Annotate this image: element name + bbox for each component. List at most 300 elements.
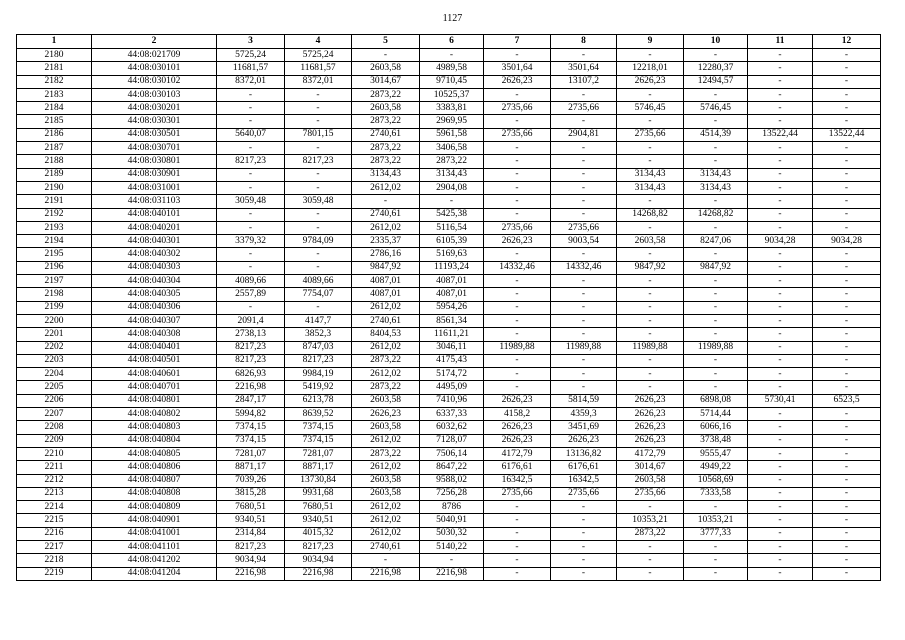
table-cell: 4087,01 (352, 275, 420, 288)
table-cell: 2612,02 (352, 221, 420, 234)
table-cell: - (217, 301, 285, 314)
table-cell: 8217,23 (217, 540, 285, 553)
table-cell: 2612,02 (352, 181, 420, 194)
table-cell: - (617, 501, 684, 514)
table-cell: - (684, 328, 748, 341)
table-cell: 44:08:030102 (92, 75, 217, 88)
table-cell: 2847,17 (217, 394, 285, 407)
table-cell: - (484, 354, 551, 367)
table-cell: 4172,79 (484, 447, 551, 460)
table-cell: 4175,43 (420, 354, 484, 367)
table-cell: 5425,38 (420, 208, 484, 221)
table-cell: 6066,16 (684, 421, 748, 434)
table-cell: 44:08:040801 (92, 394, 217, 407)
table-cell: - (684, 368, 748, 381)
table-cell: 2217 (17, 540, 92, 553)
table-cell: 2202 (17, 341, 92, 354)
table-cell: - (748, 288, 813, 301)
table-cell: 2181 (17, 62, 92, 75)
table-cell: 2204 (17, 368, 92, 381)
table-cell: - (551, 49, 617, 62)
table-cell: - (748, 354, 813, 367)
column-header: 11 (748, 35, 813, 49)
table-row (17, 434, 881, 447)
table-cell: 9847,92 (352, 261, 420, 274)
table-cell: - (813, 567, 881, 580)
table-cell: 2209 (17, 434, 92, 447)
table-cell: - (748, 501, 813, 514)
table-cell: - (813, 142, 881, 155)
table-cell: 5730,41 (748, 394, 813, 407)
table-cell: - (813, 115, 881, 128)
table-cell: - (285, 181, 352, 194)
table-cell: - (484, 208, 551, 221)
table-cell: 4087,01 (352, 288, 420, 301)
table-cell: 8786 (420, 501, 484, 514)
table-cell: 2735,66 (484, 221, 551, 234)
column-header: 9 (617, 35, 684, 49)
table-cell: - (551, 168, 617, 181)
table-cell: - (813, 75, 881, 88)
table-cell: 8372,01 (285, 75, 352, 88)
table-cell: 4087,01 (420, 275, 484, 288)
table-cell: - (748, 381, 813, 394)
data-table (16, 34, 881, 581)
table-cell: 2216,98 (285, 567, 352, 580)
table-cell: - (551, 527, 617, 540)
table-cell: 44:08:030901 (92, 168, 217, 181)
table-cell: 2205 (17, 381, 92, 394)
table-cell: - (748, 540, 813, 553)
table-cell: 8871,17 (217, 461, 285, 474)
table-cell: 44:08:031103 (92, 195, 217, 208)
table-cell: 2612,02 (352, 301, 420, 314)
table-cell: 9847,92 (684, 261, 748, 274)
table-cell: - (748, 554, 813, 567)
table-cell: - (684, 301, 748, 314)
table-cell: - (684, 288, 748, 301)
table-cell: - (285, 88, 352, 101)
table-cell: 44:08:040808 (92, 487, 217, 500)
table-cell: 2183 (17, 88, 92, 101)
table-cell: 44:08:040302 (92, 248, 217, 261)
table-cell: 13522,44 (748, 128, 813, 141)
table-row (17, 461, 881, 474)
table-cell: 4089,66 (285, 275, 352, 288)
table-cell: - (484, 381, 551, 394)
table-cell: 44:08:040201 (92, 221, 217, 234)
table-cell: 2206 (17, 394, 92, 407)
table-cell: 6032,62 (420, 421, 484, 434)
table-cell: 2612,02 (352, 527, 420, 540)
table-cell: - (617, 221, 684, 234)
table-cell: 13107,2 (551, 75, 617, 88)
table-cell: 2189 (17, 168, 92, 181)
table-cell: 5030,32 (420, 527, 484, 540)
table-cell: 11989,88 (617, 341, 684, 354)
table-cell: 2873,22 (352, 115, 420, 128)
table-cell: 2735,66 (484, 128, 551, 141)
table-cell: 4989,58 (420, 62, 484, 75)
table-cell: - (813, 421, 881, 434)
table-cell: 6213,78 (285, 394, 352, 407)
table-cell: 3383,81 (420, 102, 484, 115)
table-cell: 2213 (17, 487, 92, 500)
table-cell: 4158,2 (484, 408, 551, 421)
table-cell: 2626,23 (617, 394, 684, 407)
table-cell: - (551, 368, 617, 381)
table-cell: 10353,21 (617, 514, 684, 527)
page-number: 1127 (442, 13, 463, 24)
column-header: 3 (217, 35, 285, 49)
table-cell: 2216,98 (217, 381, 285, 394)
table-row (17, 301, 881, 314)
table-cell: - (748, 275, 813, 288)
table-cell: 11989,88 (684, 341, 748, 354)
table-cell: - (813, 381, 881, 394)
table-cell: - (484, 567, 551, 580)
table-cell: - (748, 461, 813, 474)
table-row (17, 394, 881, 407)
table-row (17, 49, 881, 62)
table-cell: 8747,03 (285, 341, 352, 354)
table-cell: - (551, 567, 617, 580)
table-row (17, 88, 881, 101)
table-cell: 4514,39 (684, 128, 748, 141)
table-cell: - (684, 248, 748, 261)
table-cell: - (484, 115, 551, 128)
table-cell: 3406,58 (420, 142, 484, 155)
table-row (17, 235, 881, 248)
table-cell: 44:08:031001 (92, 181, 217, 194)
table-cell: - (285, 115, 352, 128)
table-cell: 10353,21 (684, 514, 748, 527)
table-cell: 2314,84 (217, 527, 285, 540)
column-header: 8 (551, 35, 617, 49)
table-cell: 44:08:040601 (92, 368, 217, 381)
table-row (17, 181, 881, 194)
table-cell: - (813, 527, 881, 540)
table-cell: 44:08:040806 (92, 461, 217, 474)
table-cell: - (617, 554, 684, 567)
table-cell: 5961,58 (420, 128, 484, 141)
table-cell: 5714,44 (684, 408, 748, 421)
table-cell: 5746,45 (684, 102, 748, 115)
table-cell: 44:08:021709 (92, 49, 217, 62)
table-cell: - (684, 195, 748, 208)
table-cell: 6523,5 (813, 394, 881, 407)
table-row (17, 155, 881, 168)
table-cell: 5174,72 (420, 368, 484, 381)
table-cell: - (285, 261, 352, 274)
table-cell: 7680,51 (217, 501, 285, 514)
table-cell: 44:08:040901 (92, 514, 217, 527)
table-cell: - (684, 540, 748, 553)
table-cell: - (352, 554, 420, 567)
table-cell: - (551, 540, 617, 553)
table-cell: - (813, 341, 881, 354)
table-cell: 5746,45 (617, 102, 684, 115)
table-cell: 4495,09 (420, 381, 484, 394)
table-cell: 6176,61 (484, 461, 551, 474)
table-cell: - (813, 195, 881, 208)
table-cell: 9003,54 (551, 235, 617, 248)
table-cell: 6826,93 (217, 368, 285, 381)
table-cell: - (748, 421, 813, 434)
table-cell: - (813, 514, 881, 527)
table-cell: - (748, 314, 813, 327)
table-row (17, 501, 881, 514)
table-cell: 2904,08 (420, 181, 484, 194)
table-cell: 11681,57 (285, 62, 352, 75)
table-cell: 7801,15 (285, 128, 352, 141)
table-row (17, 328, 881, 341)
table-cell: - (684, 554, 748, 567)
table-cell: 3852,3 (285, 328, 352, 341)
table-cell: 2208 (17, 421, 92, 434)
table-cell: 2603,58 (352, 421, 420, 434)
table-cell: 5954,26 (420, 301, 484, 314)
table-cell: - (285, 301, 352, 314)
table-cell: 11989,88 (484, 341, 551, 354)
table-cell: - (617, 195, 684, 208)
column-header: 4 (285, 35, 352, 49)
table-cell: - (684, 221, 748, 234)
table-cell: 3501,64 (484, 62, 551, 75)
table-cell: 3059,48 (285, 195, 352, 208)
table-row (17, 514, 881, 527)
table-cell: 3379,32 (217, 235, 285, 248)
table-row (17, 208, 881, 221)
table-cell: 2873,22 (617, 527, 684, 540)
table-cell: 12218,01 (617, 62, 684, 75)
table-cell: - (813, 474, 881, 487)
table-cell: 2207 (17, 408, 92, 421)
table-cell: 2740,61 (352, 128, 420, 141)
table-cell: - (748, 142, 813, 155)
table-cell: - (617, 301, 684, 314)
table-cell: - (352, 195, 420, 208)
table-cell: 11989,88 (551, 341, 617, 354)
table-cell: - (285, 221, 352, 234)
table-cell: 44:08:040501 (92, 354, 217, 367)
table-row (17, 261, 881, 274)
table-cell: - (484, 288, 551, 301)
table-cell: 9034,28 (748, 235, 813, 248)
column-header: 12 (813, 35, 881, 49)
table-cell: 2873,22 (352, 381, 420, 394)
table-cell: 2219 (17, 567, 92, 580)
table-row (17, 421, 881, 434)
table-cell: 4087,01 (420, 288, 484, 301)
table-cell: 3134,43 (617, 168, 684, 181)
table-cell: - (551, 208, 617, 221)
table-cell: 2191 (17, 195, 92, 208)
table-cell: 6176,61 (551, 461, 617, 474)
table-cell: - (484, 314, 551, 327)
table-cell: - (617, 381, 684, 394)
table-cell: - (617, 155, 684, 168)
table-row (17, 314, 881, 327)
table-cell: - (813, 288, 881, 301)
table-cell: 44:08:040401 (92, 341, 217, 354)
table-cell: 2626,23 (551, 434, 617, 447)
table-cell: 2603,58 (352, 474, 420, 487)
table-cell: 44:08:040304 (92, 275, 217, 288)
table-cell: - (748, 221, 813, 234)
table-cell: - (813, 62, 881, 75)
table-cell: 2185 (17, 115, 92, 128)
table-cell: 2873,22 (352, 88, 420, 101)
table-cell: - (748, 208, 813, 221)
table-cell: - (551, 88, 617, 101)
table-cell: 8561,34 (420, 314, 484, 327)
table-cell: - (748, 195, 813, 208)
table-cell: - (748, 434, 813, 447)
table-cell: 44:08:041204 (92, 567, 217, 580)
table-cell: - (748, 341, 813, 354)
table-cell: 16342,5 (551, 474, 617, 487)
table-cell: 2197 (17, 275, 92, 288)
table-row (17, 221, 881, 234)
table-cell: 2192 (17, 208, 92, 221)
table-cell: 4172,79 (617, 447, 684, 460)
table-cell: - (484, 275, 551, 288)
table-cell: 44:08:040306 (92, 301, 217, 314)
table-cell: - (813, 354, 881, 367)
table-cell: - (617, 354, 684, 367)
table-cell: 9847,92 (617, 261, 684, 274)
table-cell: - (551, 514, 617, 527)
table-cell: 2603,58 (352, 394, 420, 407)
table-cell: 14268,82 (617, 208, 684, 221)
table-row (17, 567, 881, 580)
table-row (17, 381, 881, 394)
table-cell: 9340,51 (217, 514, 285, 527)
table-cell: 5640,07 (217, 128, 285, 141)
column-header: 6 (420, 35, 484, 49)
table-cell: 3451,69 (551, 421, 617, 434)
table-cell: - (813, 49, 881, 62)
table-cell: - (617, 49, 684, 62)
table-cell: - (484, 88, 551, 101)
table-cell: 2091,4 (217, 314, 285, 327)
table-cell: 2203 (17, 354, 92, 367)
table-cell: - (617, 88, 684, 101)
table-cell: 8871,17 (285, 461, 352, 474)
table-cell: - (484, 328, 551, 341)
table-cell: 44:08:030101 (92, 62, 217, 75)
table-cell: - (551, 314, 617, 327)
table-cell: 3059,48 (217, 195, 285, 208)
table-cell: 2626,23 (484, 235, 551, 248)
table-cell: - (813, 155, 881, 168)
table-cell: - (813, 248, 881, 261)
table-cell: - (684, 88, 748, 101)
table-cell: - (484, 540, 551, 553)
table-cell: 44:08:040803 (92, 421, 217, 434)
table-cell: 7281,07 (217, 447, 285, 460)
table-cell: 44:08:030801 (92, 155, 217, 168)
table-cell: - (617, 368, 684, 381)
table-cell: - (484, 527, 551, 540)
table-cell: 2735,66 (484, 487, 551, 500)
table-cell: - (748, 261, 813, 274)
table-cell: 2626,23 (484, 75, 551, 88)
column-header: 10 (684, 35, 748, 49)
table-cell: - (748, 487, 813, 500)
table-cell: - (748, 168, 813, 181)
table-cell: - (285, 142, 352, 155)
table-cell: 14268,82 (684, 208, 748, 221)
table-cell: 44:08:040305 (92, 288, 217, 301)
table-cell: 44:08:040101 (92, 208, 217, 221)
table-cell: 3046,11 (420, 341, 484, 354)
table-cell: 44:08:041202 (92, 554, 217, 567)
table-cell: 3501,64 (551, 62, 617, 75)
table-cell: 44:08:030701 (92, 142, 217, 155)
table-cell: 5140,22 (420, 540, 484, 553)
table-row (17, 115, 881, 128)
table-cell: 2216,98 (217, 567, 285, 580)
table-cell: 2182 (17, 75, 92, 88)
table-cell: - (217, 261, 285, 274)
table-cell: 7374,15 (217, 421, 285, 434)
table-cell: - (684, 49, 748, 62)
table-cell: 7374,15 (285, 421, 352, 434)
table-row (17, 368, 881, 381)
table-cell: - (748, 474, 813, 487)
table-cell: - (813, 368, 881, 381)
table-cell: 2195 (17, 248, 92, 261)
table-cell: - (551, 275, 617, 288)
table-cell: 2626,23 (484, 394, 551, 407)
table-cell: 2969,95 (420, 115, 484, 128)
table-cell: - (684, 142, 748, 155)
table-cell: - (748, 75, 813, 88)
table-cell: - (217, 142, 285, 155)
table-cell: 2735,66 (551, 487, 617, 500)
table-cell: - (813, 434, 881, 447)
table-cell: - (617, 275, 684, 288)
table-cell: - (684, 567, 748, 580)
table-cell: 12280,37 (684, 62, 748, 75)
table-cell: 7039,26 (217, 474, 285, 487)
table-cell: - (748, 567, 813, 580)
header-row (17, 35, 881, 49)
column-header: 1 (17, 35, 92, 49)
table-cell: - (352, 49, 420, 62)
table-cell: - (484, 554, 551, 567)
table-cell: 7256,28 (420, 487, 484, 500)
table-cell: - (748, 248, 813, 261)
table-cell: - (748, 527, 813, 540)
table-cell: 6898,08 (684, 394, 748, 407)
table-cell: 44:08:040308 (92, 328, 217, 341)
table-cell: - (813, 168, 881, 181)
table-cell: - (420, 49, 484, 62)
table-cell: - (813, 301, 881, 314)
table-cell: - (217, 88, 285, 101)
table-cell: - (813, 447, 881, 460)
table-cell: 11681,57 (217, 62, 285, 75)
table-cell: - (285, 102, 352, 115)
table-cell: - (551, 248, 617, 261)
table-cell: 8217,23 (285, 354, 352, 367)
table-cell: 9784,09 (285, 235, 352, 248)
table-cell: - (484, 301, 551, 314)
table-cell: - (748, 181, 813, 194)
